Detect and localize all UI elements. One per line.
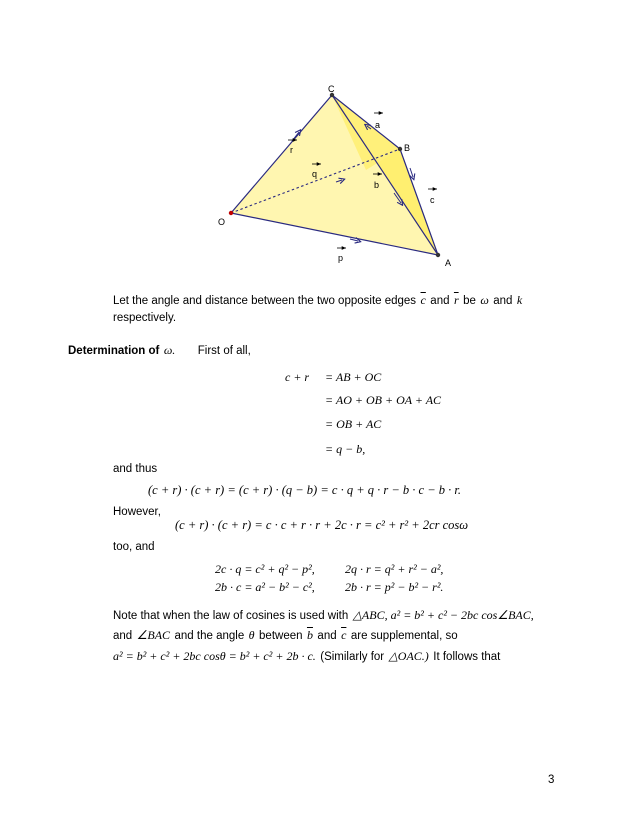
svg-text:a: a [375,120,381,130]
eq-block-line-1: = AB + OC [325,370,382,384]
intro-line-2: respectively. [113,312,177,324]
eq-block-lhs: c + r [285,370,310,384]
equation-qr: 2q · r = q² + r² − a², [345,562,444,576]
vertex-label-b: B [404,143,411,153]
eq-block-line-2: = AO + OB + OA + AC [325,393,442,407]
however-text: However, [113,506,161,518]
svg-text:p: p [338,253,344,263]
equation-cq: 2c · q = c² + q² − p², [215,562,315,576]
eq-block-line-4: = q − b, [325,442,366,456]
equation-bc: 2b · c = a² − b² − c², [215,580,315,594]
vector-label-a [374,113,383,130]
section-heading: Determination of ω. First of all, [68,343,251,357]
note-line-3: a² = b² + c² + 2bc cosθ = b² + c² + 2b · c. (Similarly for △OAC.) It follows that [113,649,501,663]
svg-text:r: r [290,145,293,155]
vector-label-c [428,189,437,205]
tetrahedron-figure [200,80,470,270]
svg-text:b: b [374,180,380,190]
vector-label-p [337,248,346,263]
too-and-text: too, and [113,541,155,553]
note-line-2: and ∠BAC and the angle θ between $\overline{b}$ and $\overline{c}$ are supplemental, so [113,628,458,642]
eq-block-line-3: = OB + AC [325,417,382,431]
and-thus-text: and thus [113,463,158,475]
note-line-1: Note that when the law of cosines is used with △ABC, a² = b² + c² − 2bc cos∠BAC, [113,608,534,622]
vertex-label-c: C [328,84,335,94]
page-number: 3 [548,774,555,786]
vertex-label-o: O [218,217,226,227]
svg-text:c: c [430,195,435,205]
equation-expansion: (c + r) · (c + r) = (c + r) · (q − b) = c · q + q · r − b · c − b · r. [148,483,462,497]
equation-br: 2b · r = p² − b² − r². [345,580,444,594]
intro-line-1: Let the angle and distance between the two opposite edges $\overline{c}$ and $\overline{r}$ be ω and k [113,293,523,307]
vertex-label-a: A [445,258,452,268]
equation-dot-product: (c + r) · (c + r) = c · c + r · r + 2c · r = c² + r² + 2cr cosω [175,518,469,532]
svg-text:q: q [312,169,318,179]
